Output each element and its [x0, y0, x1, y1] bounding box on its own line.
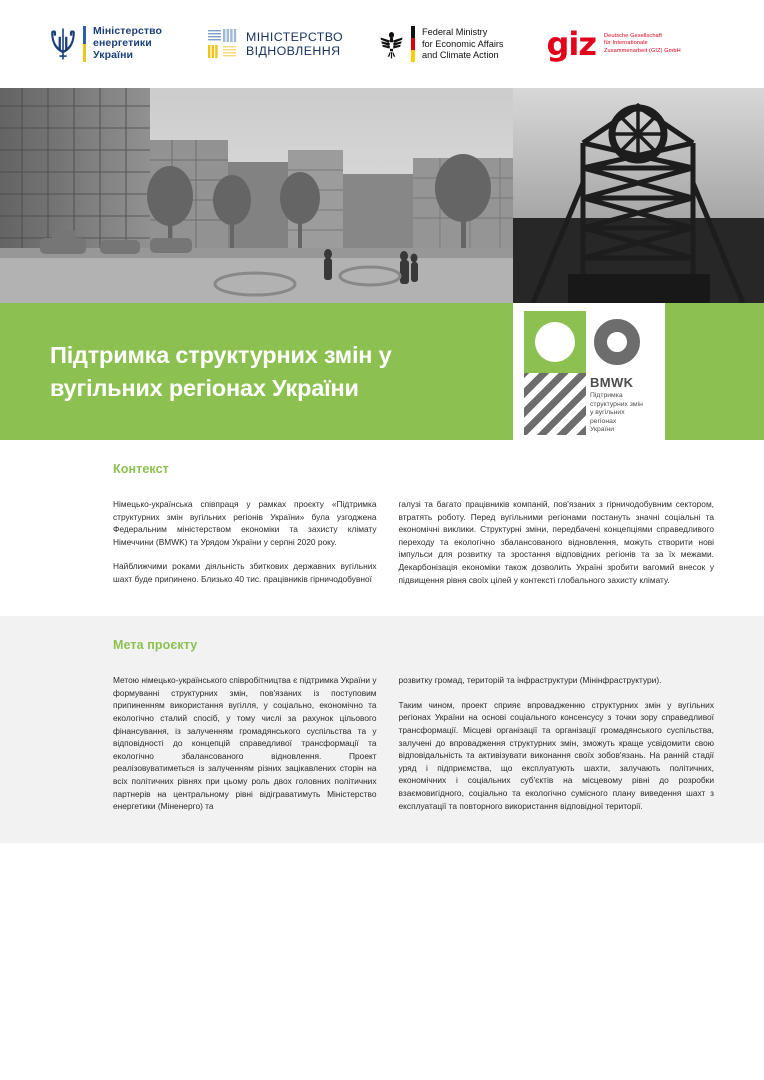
page-title — [50, 339, 392, 405]
hero-title-band — [0, 303, 764, 440]
restoration-bars-icon — [208, 29, 238, 59]
partner-logo-bar — [0, 0, 764, 88]
mor-line-2: ВІДНОВЛЕННЯ — [245, 44, 341, 58]
section-context-column-right — [389, 498, 714, 598]
project-logo-sub-4: України — [590, 426, 614, 434]
bundesadler-eagle-icon — [379, 29, 404, 59]
logo-ministry-of-restoration — [208, 29, 380, 59]
fed-line-2: for Economic Affairs — [421, 38, 504, 49]
section-context-heading: Контекст — [113, 462, 169, 476]
mor-line-1: МІНІСТЕРСТВО — [245, 29, 344, 44]
logo-ministry-of-energy-ukraine — [50, 26, 208, 62]
logo-green-square-icon — [524, 311, 586, 373]
hero-photo-band — [0, 88, 764, 303]
project-logo-text — [586, 373, 648, 435]
paragraph: Найближчими роками діяльність збиткових державних вугільних шахт буде припинено. Близько 40 тис. працівників гірничодобувної — [113, 561, 377, 584]
urban-street-photo — [0, 88, 513, 303]
giz-wordmark: giz — [546, 25, 596, 63]
giz-line-2: für Internationale — [603, 40, 648, 47]
logo-gray-ring-icon — [586, 311, 648, 373]
logo-stripes-icon — [524, 373, 586, 435]
section-context-column-left — [50, 498, 377, 598]
giz-line-3: Zusammenarbeit (GIZ) GmbH — [603, 47, 681, 54]
flag-rule-ukraine — [83, 26, 86, 62]
section-project-goal-column-left — [50, 674, 377, 825]
moe-line-2: енергетики — [93, 37, 152, 50]
logo-giz — [546, 25, 718, 63]
project-logo-sub-3: у вугільних регіонах — [590, 409, 625, 425]
project-logo-sub-2: структурних змін — [590, 400, 643, 408]
logo-german-federal-ministry — [379, 26, 546, 61]
moe-line-1: Міністерство — [93, 25, 163, 38]
logo-text-ministry-of-restoration — [246, 30, 343, 59]
section-context — [0, 440, 764, 616]
logo-text-federal-ministry — [422, 26, 504, 61]
logo-text-giz — [604, 33, 681, 55]
page-title-line-2: вугільних регіонах України — [50, 374, 359, 401]
project-logo-mark — [524, 311, 665, 435]
title-band-green-tail — [665, 303, 764, 440]
project-logo-sub-1: Підтримка — [590, 392, 623, 399]
section-project-goal-heading: Мета проєкту — [113, 638, 198, 653]
project-logo-acronym: BMWK — [590, 375, 634, 390]
section-project-goal — [0, 616, 764, 843]
moe-line-3: України — [93, 48, 134, 61]
logo-text-ministry-of-energy — [93, 26, 162, 61]
ukraine-trident-icon — [50, 27, 76, 61]
mine-headframe-photo — [513, 88, 764, 303]
paragraph: розвитку громад, територій та інфраструктури (Мінінфраструктури). — [398, 675, 662, 686]
project-logo-area — [513, 303, 764, 440]
flag-rule-germany — [411, 26, 415, 61]
paragraph: Таким чином, проект сприяє впровадженню структурних змін у вугільних регіонах України на основі соціального консенсусу з точки зору справедливої трансформації. Місцеві організації та організації громадянського суспільства, залучені до впровадження структурних змін, зможуть краще усвідомити свою відповідальність та активізувати виконання своїх зобов'язань. На ранній стадії уряд і підприємства, що експлуатують шахти, залучають політичних, економічних і соціальних суб'єктів на місцевому рівні до розробки взаємовигідного, соціально та екологічно сумісного плану виведення шахт з експлуатації та повторного використання відповідної території. — [398, 699, 714, 811]
paragraph: Метою німецько-українського співробітництва є підтримка України у формуванні структурних змін, пов'язаних із поступовим припиненням використання вугілля, у соціально, економічно та екологічно сталий спосіб, у тому числі за рахунок цільового фінансування, із залученням громадянського суспільства та у відповідності до концепцій справедливої трансформації та екологічно збалансованого відновлення. Проект реалізовуватиметься із залученням різних зацікавлених сторін на всіх політичних рівнях при цьому роль двох головних політичних партнерів на центральному рівні відіграватимуть Міністерство енергетики (Міненерго) та — [113, 675, 377, 812]
section-project-goal-column-right — [389, 674, 714, 825]
fed-line-1: Federal Ministry — [421, 27, 488, 38]
page-title-panel — [0, 303, 513, 440]
giz-line-1: Deutsche Gesellschaft — [603, 32, 663, 39]
project-logo — [513, 303, 665, 440]
fed-line-3: and Climate Action — [421, 50, 499, 61]
paragraph: галузі та багато працівників компаній, пов'язаних з гірничодобувним сектором, втратять роботу. Перед вугільними регіонами постануть значні соціальні та економічні виклики. Структурні зміни, передбачені концепціями справедливого переходу та екологічно збалансованого відновлення, можуть створити нові імпульси для розвитку та зростання відповідних регіонів та за їх межами. Декарбонізація економіки також дозволить Україні зробити вагомий внесок у підвищення рівня своїх цілей у контексті глобального захисту клімату. — [398, 499, 714, 585]
project-logo-subtitle — [590, 392, 648, 435]
page-title-line-1: Підтримка структурних змін у — [50, 341, 392, 368]
paragraph: Німецько-українська співпраця у рамках проєкту «Підтримка структурних змін вугільних регіонів України» була узгоджена Федеральним міністерством економіки та захисту клімату Німеччини (BMWK) та Урядом України у серпні 2020 року. — [113, 499, 377, 547]
